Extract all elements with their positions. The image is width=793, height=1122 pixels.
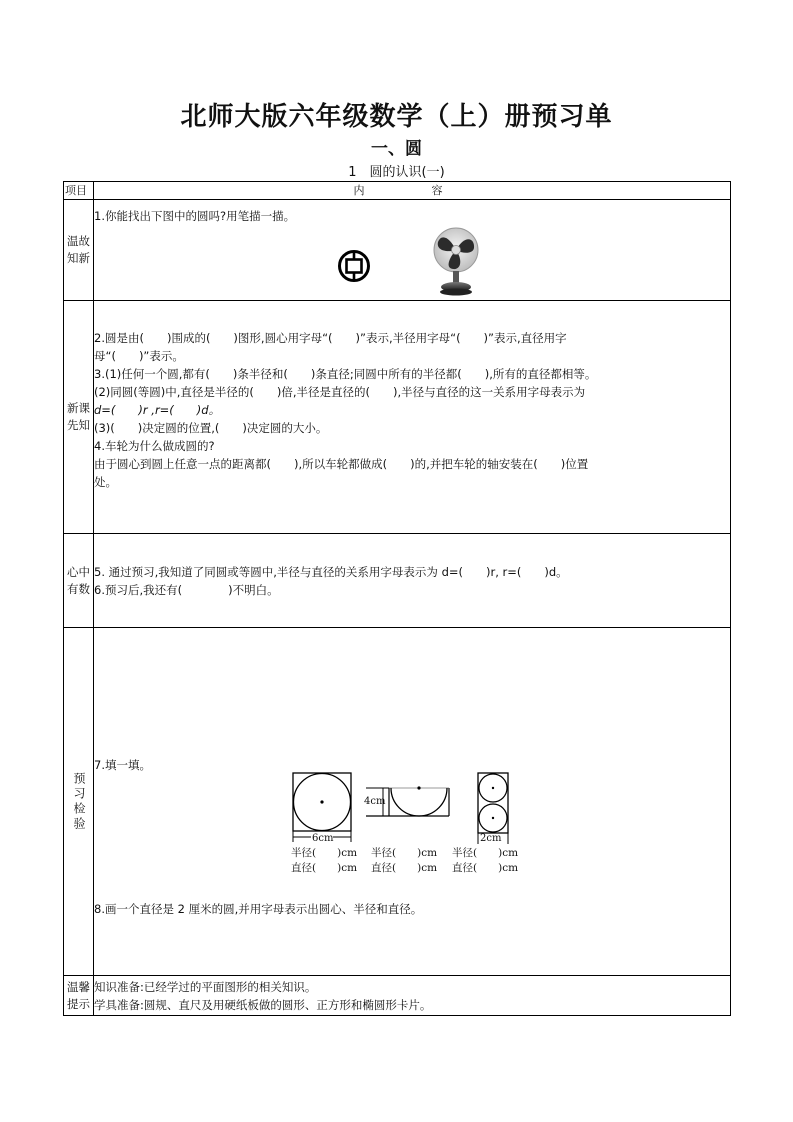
question-2-line-1: 2.圆是由( )围成的( )图形,圆心用字母“( )”表示,半径用字母“( )”表示,直径用字 — [94, 331, 567, 345]
table-row-self-check — [64, 534, 731, 628]
row-content-self-check — [94, 534, 731, 628]
table-row-preview-test — [64, 628, 731, 976]
question-7-figures — [94, 774, 730, 894]
electric-fan-picture — [429, 226, 484, 298]
lesson-title: 1 圆的认识(一) — [348, 165, 445, 180]
table-row-tips — [64, 976, 731, 1016]
circle-symbol-icon — [336, 247, 372, 285]
figure-3-diameter-blank: 直径( )cm — [452, 862, 519, 874]
question-4: 4.车轮为什么做成圆的? — [94, 439, 215, 453]
question-3-3: (3)( )决定圆的位置,( )决定圆的大小。 — [94, 421, 328, 435]
tip-knowledge-prep: 知识准备:已经学过的平面图形的相关知识。 — [94, 979, 317, 994]
figure-1-diameter-blank: 直径( )cm — [291, 862, 358, 874]
column-header-item: 项目 — [64, 182, 94, 200]
question-3-2-line-1: (2)同圆(等圆)中,直径是半径的( )倍,半径是直径的( ),半径与直径的这一关系用字母表示为 — [94, 385, 586, 399]
question-3-2-formula: d=( )r ,r=( )d。 — [94, 403, 221, 417]
row-content-review — [94, 200, 731, 301]
figure-2-dimension: 4cm — [364, 796, 386, 807]
row-content-preview-test — [94, 628, 731, 976]
question-8: 8.画一个直径是 2 厘米的圆,并用字母表示出圆心、半径和直径。 — [94, 902, 423, 916]
row-label-self-check: 心中 有数 — [64, 534, 94, 628]
question-1: 1.你能找出下图中的圆吗?用笔描一描。 — [94, 208, 296, 223]
question-7: 7.填一填。 — [94, 758, 151, 772]
row-label-new-lesson: 新课 先知 — [64, 301, 94, 534]
column-header-content: 内 容 — [94, 182, 731, 200]
table-row-new-lesson — [64, 301, 731, 534]
document-title: 北师大版六年级数学（上）册预习单 — [180, 102, 613, 132]
table-row-review — [64, 200, 731, 301]
figure-2-radius-blank: 半径( )cm — [371, 847, 438, 859]
figure-3-dimension: 2cm — [480, 833, 502, 844]
row-content-tips — [94, 976, 731, 1016]
question-5: 5. 通过预习,我知道了同圆或等圆中,半径与直径的关系用字母表示为 d=( )r, r=( )d。 — [94, 564, 568, 579]
figure-1-dimension: 6cm — [312, 833, 334, 844]
row-label-preview-test: 预习检验 — [64, 628, 94, 976]
row-label-tips: 温馨 提示 — [64, 976, 94, 1016]
question-2-line-2: 母“( )”表示。 — [94, 349, 184, 363]
unit-title: 一、圆 — [371, 139, 422, 159]
figure-2-diameter-blank: 直径( )cm — [371, 862, 438, 874]
table-header-row — [64, 182, 731, 200]
question-4-answer-line-2: 处。 — [94, 475, 117, 489]
question-4-answer-line-1: 由于圆心到圆上任意一点的距离都( ),所以车轮都做成( )的,并把车轮的轴安装在( )位置 — [94, 457, 589, 471]
row-label-review: 温故 知新 — [64, 200, 94, 301]
figure-1-radius-blank: 半径( )cm — [291, 847, 358, 859]
tip-tools-prep: 学具准备:圆规、直尺及用硬纸板做的圆形、正方形和椭圆形卡片。 — [94, 997, 432, 1012]
preview-worksheet-table — [63, 181, 731, 1016]
question-1-images — [94, 225, 730, 295]
question-6: 6.预习后,我还有( )不明白。 — [94, 582, 279, 597]
row-content-new-lesson — [94, 301, 731, 534]
figure-3-radius-blank: 半径( )cm — [452, 847, 519, 859]
question-3-1: 3.(1)任何一个圆,都有( )条半径和( )条直径;同圆中所有的半径都( ),所有的直径都相等。 — [94, 367, 597, 381]
